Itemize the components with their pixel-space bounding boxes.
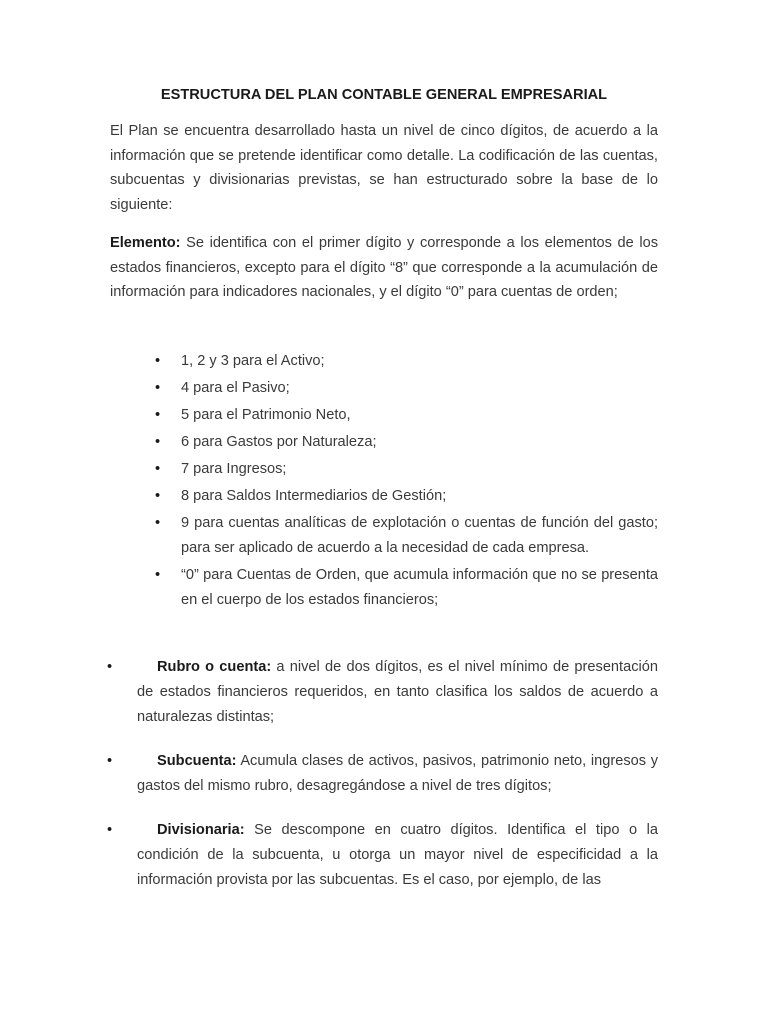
list-item-text: 4 para el Pasivo;	[181, 379, 290, 396]
level-item-divisionaria	[103, 818, 658, 893]
list-item	[153, 563, 658, 614]
intro-paragraph: El Plan se encuentra desarrollado hasta un nivel de cinco dígitos, de acuerdo a la información que se pretende identificar como detalle. La codificación de las cuentas, subcuentas y divisionarias previstas, se han estructurado sobre la base de lo siguiente:	[110, 123, 658, 214]
level-term: Divisionaria:	[157, 822, 245, 838]
bullet-icon: •	[155, 487, 161, 504]
list-item-text: 5 para el Patrimonio Neto,	[181, 406, 351, 423]
list-item-text: 7 para Ingresos;	[181, 460, 287, 477]
list-item	[153, 511, 658, 562]
bullet-icon: •	[155, 460, 161, 477]
bullet-icon: •	[155, 379, 161, 396]
list-item-text: 8 para Saldos Intermediarios de Gestión;	[181, 487, 447, 504]
list-item	[153, 484, 658, 509]
list-item	[153, 430, 658, 455]
list-item-text: “0” para Cuentas de Orden, que acumula información que no se presenta en el cuerpo de los estados financieros;	[181, 567, 658, 609]
elemento-term: Elemento:	[110, 235, 181, 251]
list-item-text: 1, 2 y 3 para el Activo;	[181, 353, 325, 369]
level-term: Rubro o cuenta:	[157, 659, 272, 675]
list-item-text: 6 para Gastos por Naturaleza;	[181, 433, 377, 450]
elemento-paragraph	[110, 231, 658, 305]
list-item	[153, 457, 658, 482]
level-term: Subcuenta:	[157, 753, 237, 769]
level-text: Se descompone en cuatro dígitos. Identifica el tipo o la condición de la subcuenta, u otorga un mayor nivel de especificidad a la información provista por las subcuentas. Es el caso, por ejemplo, de las	[137, 822, 658, 888]
bullet-icon: •	[107, 822, 113, 838]
bullet-icon: •	[155, 353, 161, 369]
elemento-text: Se identifica con el primer dígito y corresponde a los elementos de los estados financieros, excepto para el dígito “8” que corresponde a la acumulación de información para indicadores nacionales, y el dígito “0” para cuentas de orden;	[110, 235, 658, 301]
level-item-rubro	[103, 655, 658, 730]
document-title: ESTRUCTURA DEL PLAN CONTABLE GENERAL EMPRESARIAL	[160, 87, 608, 103]
level-item-subcuenta	[103, 749, 658, 799]
list-item	[153, 376, 658, 401]
bullet-icon: •	[155, 433, 161, 450]
bullet-icon: •	[155, 567, 161, 584]
bullet-icon: •	[155, 514, 161, 531]
bullet-icon: •	[107, 659, 113, 675]
list-item	[153, 403, 658, 428]
bullet-icon: •	[155, 406, 161, 423]
level-text: Acumula clases de activos, pasivos, patrimonio neto, ingresos y gastos del mismo rubro, desagregándose a nivel de tres dígitos;	[137, 753, 658, 794]
bullet-icon: •	[107, 753, 113, 769]
list-item-text: 9 para cuentas analíticas de explotación o cuentas de función del gasto; para ser aplicado de acuerdo a la necesidad de cada empresa.	[181, 514, 658, 557]
level-text: a nivel de dos dígitos, es el nivel mínimo de presentación de estados financieros requeridos, en tanto clasifica los saldos de acuerdo a naturalezas distintas;	[137, 659, 658, 725]
list-item	[153, 349, 658, 374]
elemento-digit-list	[153, 349, 658, 615]
